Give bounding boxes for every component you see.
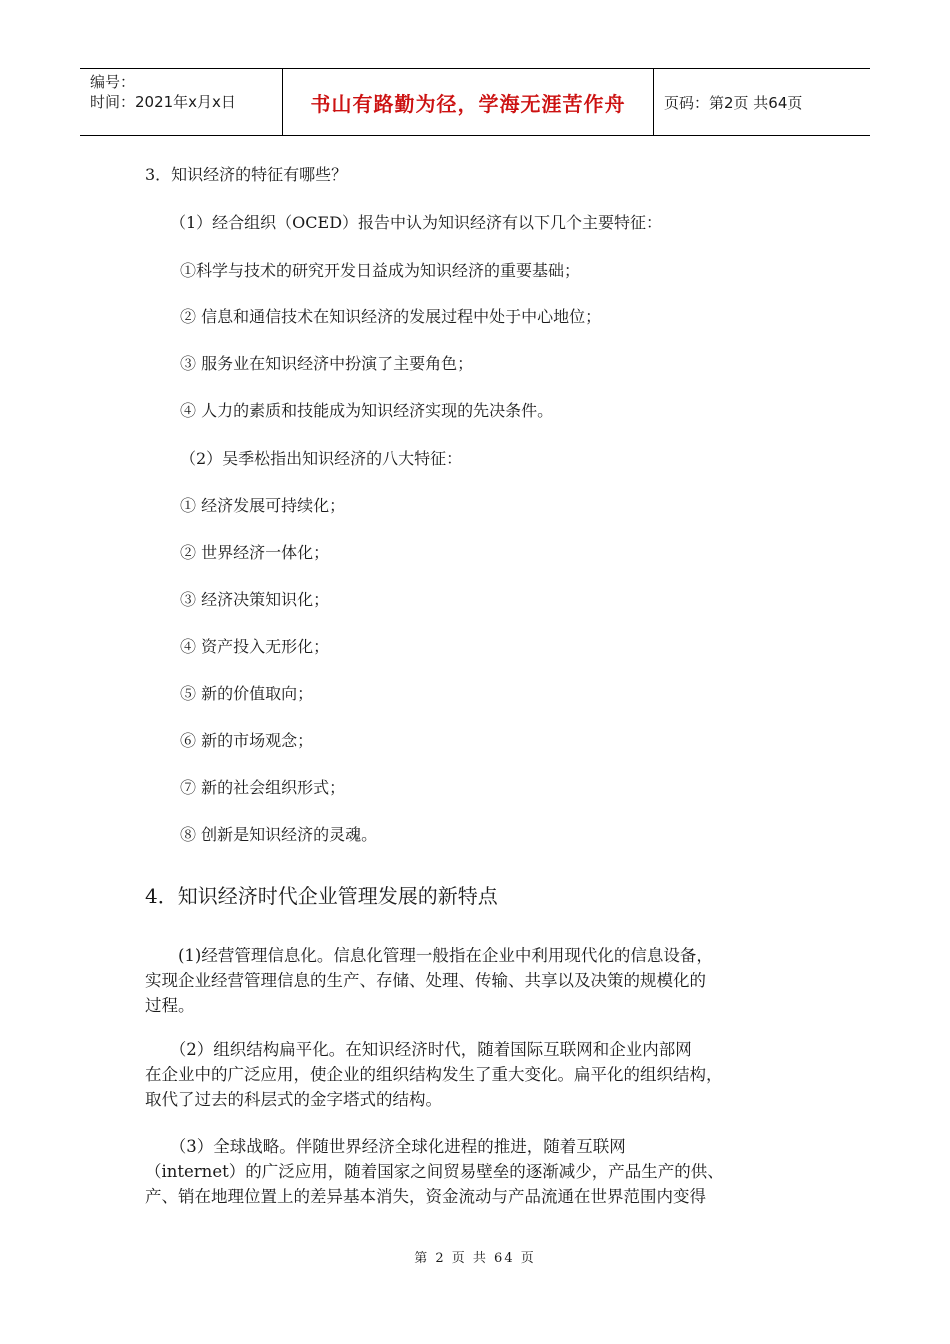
list-item: ④ 人力的素质和技能成为知识经济实现的先决条件。 bbox=[180, 401, 554, 420]
list-item: ③ 服务业在知识经济中扮演了主要角色； bbox=[180, 354, 474, 373]
header-meta bbox=[80, 69, 283, 135]
list-item: ② 世界经济一体化； bbox=[180, 543, 330, 562]
list-item: ⑦ 新的社会组织形式； bbox=[180, 778, 346, 797]
number-label: 编号： bbox=[90, 73, 136, 91]
list-item: ⑤ 新的价值取向； bbox=[180, 684, 314, 703]
list-item: ①科学与技术的研究开发日益成为知识经济的重要基础； bbox=[180, 261, 581, 280]
header-page-info: 页码：第2页 共64页 bbox=[664, 93, 803, 112]
section3-sub1: （1）经合组织（OCED）报告中认为知识经济有以下几个主要特征： bbox=[170, 213, 663, 232]
paragraph: (1)经营管理信息化。信息化管理一般指在企业中利用现代化的信息设备， 实现企业经营管理信息的生产、存储、处理、传输、共享以及决策的规模化的 过程。 bbox=[145, 946, 713, 1015]
list-item: ① 经济发展可持续化； bbox=[180, 496, 346, 515]
section4-title: 4．知识经济时代企业管理发展的新特点 bbox=[145, 884, 498, 908]
list-item: ⑧ 创新是知识经济的灵魂。 bbox=[180, 825, 378, 844]
section3-sub2: （2）吴季松指出知识经济的八大特征： bbox=[180, 449, 463, 468]
section3-title: 3．知识经济的特征有哪些？ bbox=[145, 165, 348, 184]
time-label: 时间：2021年x月x日 bbox=[90, 93, 236, 111]
page-footer: 第 2 页 共 64 页 bbox=[414, 1251, 536, 1266]
list-item: ⑥ 新的市场观念； bbox=[180, 731, 314, 750]
list-item: ② 信息和通信技术在知识经济的发展过程中处于中心地位； bbox=[180, 307, 602, 326]
page-header bbox=[80, 68, 870, 136]
list-item: ③ 经济决策知识化； bbox=[180, 590, 330, 609]
paragraph: （2）组织结构扁平化。在知识经济时代，随着国际互联网和企业内部网 在企业中的广泛应用，使企业的组织结构发生了重大变化。扁平化的组织结构， 取代了过去的科层式的金字塔式的结构。 bbox=[145, 1040, 723, 1109]
list-item: ④ 资产投入无形化； bbox=[180, 637, 330, 656]
header-motto: 书山有路勤为径，学海无涯苦作舟 bbox=[283, 69, 654, 135]
paragraph: （3）全球战略。伴随世界经济全球化进程的推进，随着互联网 （internet）的广泛应用，随着国家之间贸易壁垒的逐渐减少，产品生产的供、 产、销在地理位置上的差异基本消失，资金流动与产品流通在世界范围内变得 bbox=[145, 1137, 724, 1206]
